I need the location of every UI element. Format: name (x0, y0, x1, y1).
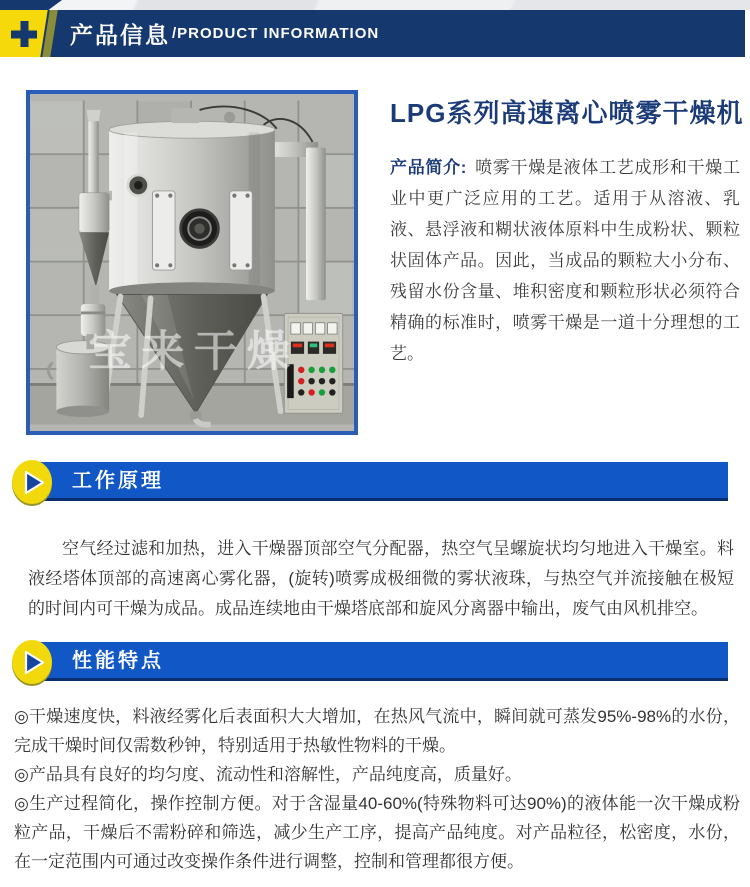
principle-paragraph: 空气经过滤和加热，进入干燥器顶部空气分配器，热空气呈螺旋状均匀地进入干燥室。料液经塔体顶部的高速离心雾化器，(旋转)喷雾成极细微的雾状液珠，与热空气并流接触在极短的时间内可干燥为成品。成品连续地由干燥塔底部和旋风分离器中输出，废气由风机排空。 (28, 539, 734, 618)
section-header (0, 10, 745, 57)
header-title-zh: 产品信息 (70, 22, 170, 48)
intro-text: 喷雾干燥是液体工艺成形和干燥工业中更广泛应用的工艺。适用于从溶液、乳液、悬浮液和糊状液体原料中生成粉状、颗粒状固体产品。因此，当成品的颗粒大小分布、残留水份含量、堆积密度和颗粒形状必须符合精确的标准时，喷雾干燥是一道十分理想的工艺。 (390, 158, 740, 363)
product-info-column (390, 96, 744, 369)
intro-label: 产品简介: (390, 158, 467, 177)
navy-wedge-decor (0, 0, 62, 10)
features-list (14, 702, 740, 876)
feature-item: ◎生产过程简化，操作控制方便。对于含湿量40-60%(特殊物料可达90%)的液体能一次干燥成粉粒产品，干燥后不需粉碎和筛选，减少生产工序，提高产品纯度。对产品粒径，松密度，水份，在一定范围内可通过改变操作条件进行调整，控制和管理都很方便。 (14, 794, 740, 871)
feature-item: ◎产品具有良好的均匀度、流动性和溶解性，产品纯度高，质量好。 (14, 765, 522, 784)
top-decor-strip (0, 0, 750, 10)
feature-item: ◎干燥速度快，料液经雾化后表面积大大增加，在热风气流中，瞬间就可蒸发95%-98%的水份，完成干燥时间仅需数秒钟，特别适用于热敏性物料的干燥。 (14, 707, 740, 755)
product-photo[interactable] (26, 90, 358, 435)
section-banner-principle (28, 462, 728, 501)
product-title: LPG系列高速离心喷雾干燥机 (390, 98, 744, 128)
header-title-en: /PRODUCT INFORMATION (172, 25, 380, 42)
spray-dryer-photo-graphic (30, 94, 354, 431)
photo-watermark: 宝来干燥 (88, 328, 300, 377)
arrow-icon (10, 459, 54, 507)
header-title (70, 10, 379, 57)
section-heading: 工作原理 (72, 470, 164, 492)
section-banner-features (28, 642, 728, 681)
product-intro (390, 152, 740, 369)
arrow-icon (10, 639, 54, 687)
section-heading: 性能特点 (72, 650, 164, 672)
plus-icon (9, 19, 39, 54)
